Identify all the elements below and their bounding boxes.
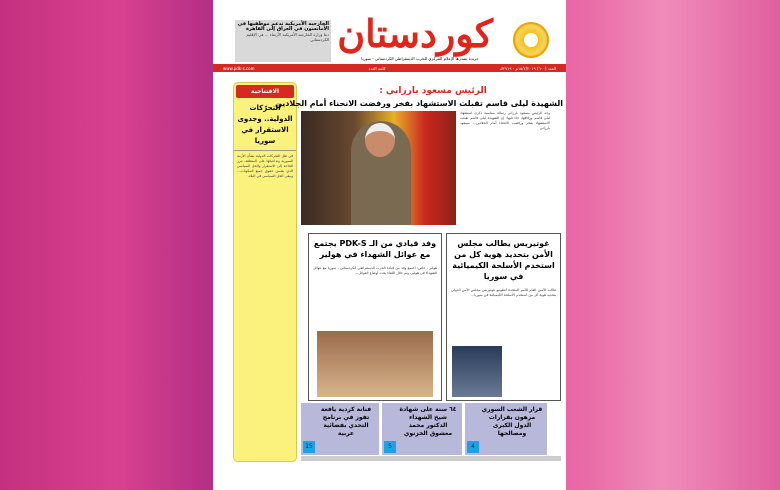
- section-label: كلمة العدد: [368, 65, 386, 71]
- teaser-1[interactable]: [465, 403, 547, 455]
- tagline: جريدة يصدرها الإعلام المركزي للحزب الديمقراطي الكردستاني - سوريا: [361, 56, 479, 61]
- editorial-title: التحرّكات الدولية.. وجدوى الاستقرار في سوريا: [234, 100, 296, 151]
- lead-headline: الشهيدة ليلى قاسم تقبلت الاستشهاد بفخر ورفضت الانحناء أمام الجلادين: [275, 99, 563, 108]
- story-left: [446, 233, 561, 401]
- story-right-text: هولير - خاص: اجتمع وفد من قيادة الحزب الديمقراطي الكردستاني - سوريا مع عوائل الشهداء في هولير، وتم خلال اللقاء بحث أوضاع العوائل...: [313, 266, 437, 275]
- newspaper-page: [213, 0, 566, 490]
- teaser-page-number: 4: [467, 441, 479, 453]
- teaser-text: ٦٤ سنة على شهادة شيخ الشهداء الدكتور محمد معشوق الخزنوي: [399, 406, 457, 437]
- issue-bar: [213, 64, 566, 72]
- website-link[interactable]: www.pdk-s.com: [223, 65, 255, 71]
- story-left-text: طالب الأمين العام للأمم المتحدة أنطونيو غوتيريس مجلس الأمن الدولي بتحديد هوية كل من استخدم الأسلحة الكيميائية في سوريا...: [451, 288, 556, 297]
- teaser-3[interactable]: [301, 403, 379, 455]
- lead-photo: [301, 111, 456, 225]
- newspaper-logo: كوردستان: [337, 11, 493, 56]
- editorial-header: الافتتاحية: [236, 85, 294, 98]
- issue-info: العدد (٦٠٠) ١٥/٢/٢٠١٩م - ٢٧١٩ك: [499, 65, 556, 71]
- teaser-text: قرار الشعب السوري مرهون بقرارات الدول الكبرى ومصالحها: [481, 406, 543, 437]
- story-left-photo: [452, 346, 502, 397]
- story-left-headline: غوتيريس يطالب مجلس الأمن بتحديد هوية كل من استخدم الأسلحة الكيميائية في سوريا: [452, 239, 555, 281]
- divider: [301, 456, 561, 461]
- editorial-text: في ظل التحركات الدولية بشأن الأزمة السورية وتداعياتها على المنطقة، تبرز الحاجة إلى الاستقرار والحل السياسي الذي يضمن حقوق جميع المكونات... ويبقى الحل السياسي في البلاد.: [237, 154, 293, 178]
- teaser-page-number: 5: [384, 441, 396, 453]
- teaser-text: فنانة كردية يافعة تفوز في برنامج التحدي بفضائية عربية: [320, 406, 372, 437]
- story-right-photo: [317, 331, 433, 397]
- story-right-headline: وفد قيادي من الـ PDK-S يجتمع مع عوائل الشهداء في هولير: [313, 239, 437, 259]
- party-emblem-icon: [513, 22, 549, 58]
- sidebox-text: دعا وزارة الخارجية الأمريكية الأربعاء ... في الإقليم الكردستاني: [246, 32, 329, 42]
- teaser-2[interactable]: [382, 403, 462, 455]
- lead-text: وجه الرئيس مسعود بارزاني رسالة بمناسبة ذكرى استشهاد ليلى قاسم ورفاقها، جاء فيها: إن الشهيدة ليلى قاسم تقبلت الاستشهاد بفخر ورفضت الانحناء أمام الجلادين... مسعود بارزاني: [460, 111, 550, 130]
- story-right: [308, 233, 442, 401]
- teaser-page-number: 15: [303, 441, 315, 453]
- sidebox-title: الخارجية الأمريكية تدعم موظفيها في الأمانسون في العراق إلى القاهرة: [237, 21, 329, 32]
- masthead-news-box: [235, 20, 331, 62]
- editorial-column: [233, 82, 297, 462]
- lead-kicker: الرئيس مسعود بارزاني :: [379, 86, 487, 96]
